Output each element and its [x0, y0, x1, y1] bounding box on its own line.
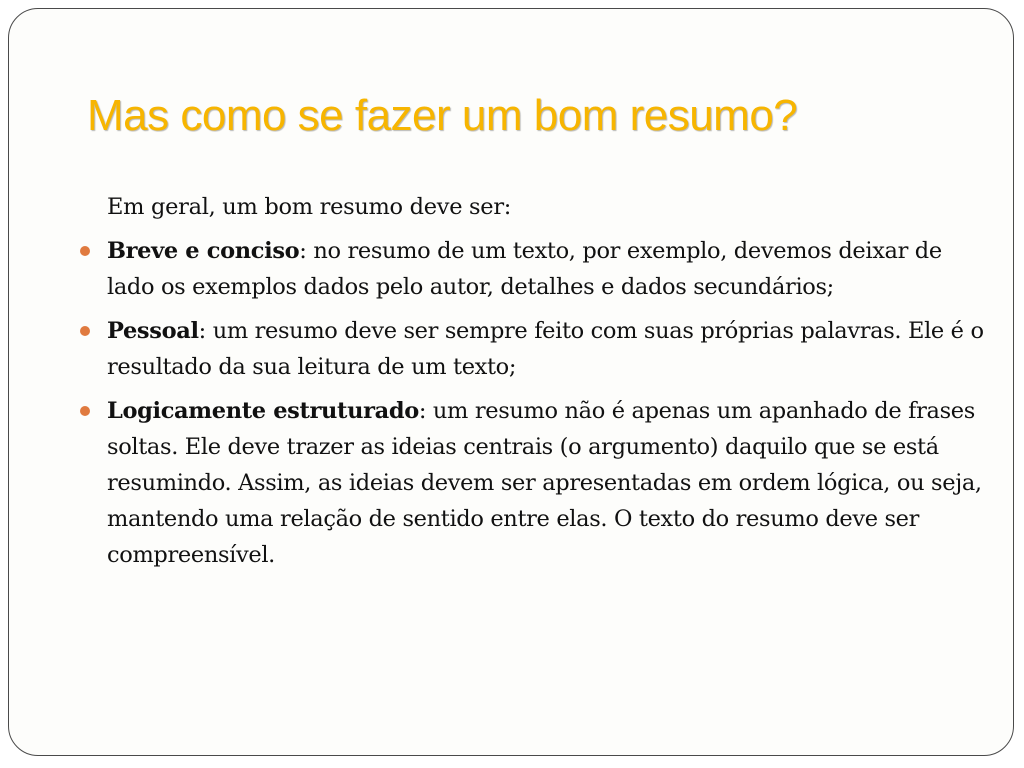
slide-frame: [8, 8, 1014, 756]
bullet-list: [75, 233, 995, 573]
bullet-item-breve-e-conciso: [75, 233, 995, 305]
intro-text: Em geral, um bom resumo deve ser:: [107, 194, 512, 220]
bullet-item-pessoal: [75, 313, 995, 385]
bullet-text: : um resumo não é apenas um apanhado de frases soltas. Ele deve trazer as ideias centrais (o argumento) daquilo que se está resumindo. Assim, as ideias devem ser apresentadas em ordem lógica, ou seja, mantendo uma relação de sentido entre elas. O texto do resumo deve ser compreensível.: [107, 398, 982, 568]
bullet-item-logicamente-estruturado: [75, 393, 995, 573]
slide-title: Mas como se fazer um bom resumo?: [87, 91, 798, 140]
bullet-term: Pessoal: [107, 318, 199, 344]
bullet-dot-icon: [80, 246, 90, 256]
bullet-dot-icon: [80, 326, 90, 336]
bullet-dot-icon: [80, 406, 90, 416]
bullet-term: Logicamente estruturado: [107, 398, 419, 424]
bullet-term: Breve e conciso: [107, 238, 300, 264]
bullet-text: : no resumo de um texto, por exemplo, devemos deixar de lado os exemplos dados pelo autor, detalhes e dados secundários;: [107, 238, 942, 300]
slide-body: [75, 189, 995, 581]
bullet-text: : um resumo deve ser sempre feito com suas próprias palavras. Ele é o resultado da sua leitura de um texto;: [107, 318, 984, 380]
